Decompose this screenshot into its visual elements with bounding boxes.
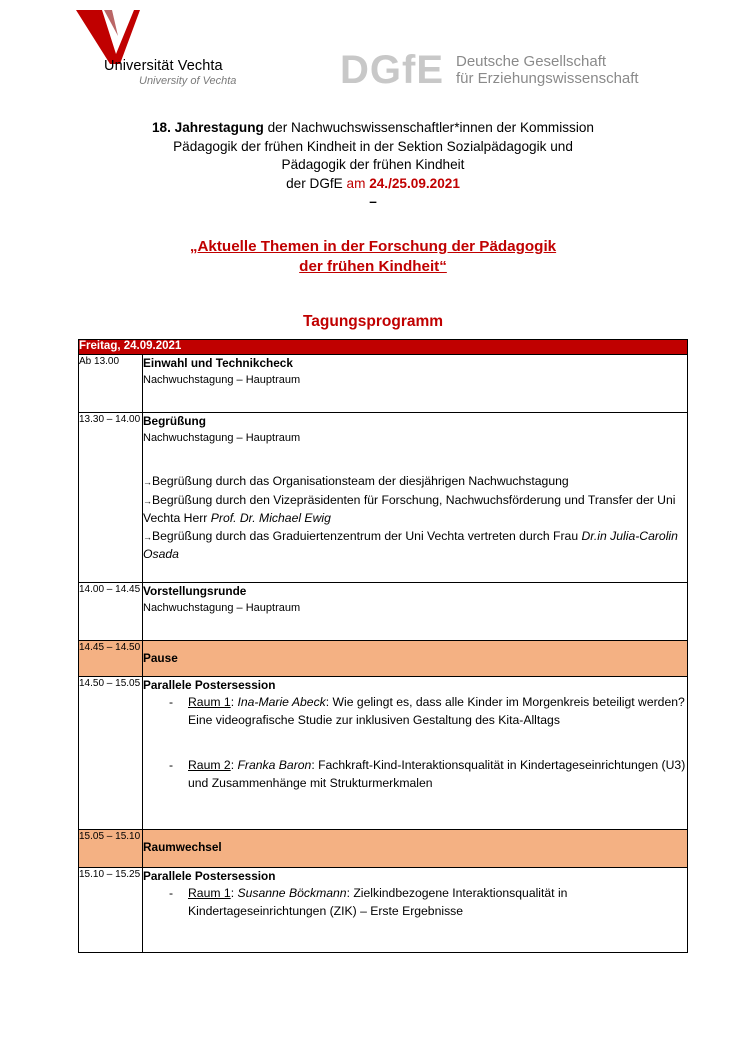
welcome-text: Begrüßung durch den Vizepräsidenten für Forschung, Nachwuchsförderung und Transfer der Uni Vechta Herr bbox=[143, 492, 676, 525]
conference-number: 18. Jahrestagung bbox=[152, 120, 264, 135]
day-header: Freitag, 24.09.2021 bbox=[79, 340, 688, 355]
poster-text: : Fachkraft-Kind-Interaktionsqualität in Kindertageseinrichtungen (U3) und Zusammenhänge mit Strukturmerkmalen bbox=[188, 758, 686, 790]
day-header-row bbox=[79, 340, 688, 355]
time-cell: Ab 13.00 bbox=[79, 355, 143, 413]
table-row bbox=[79, 583, 688, 641]
university-name-english: University of Vechta bbox=[139, 75, 237, 87]
poster-text: : Zielkindbezogene Interaktionsqualität in Kindertageseinrichtungen (ZIK) – Erste Ergebnisse bbox=[188, 886, 568, 918]
session-cell bbox=[143, 868, 688, 953]
table-row bbox=[79, 677, 688, 830]
intro-dgfe: der DGfE bbox=[286, 175, 347, 191]
session-title: Raumwechsel bbox=[143, 840, 222, 854]
intro-line4 bbox=[60, 175, 686, 194]
session-room: Nachwuchstagung – Hauptraum bbox=[143, 432, 301, 444]
time-cell: 13.30 – 14.00 bbox=[79, 413, 143, 583]
poster-item bbox=[143, 885, 687, 920]
arrow-icon: → bbox=[143, 495, 152, 506]
session-room: Nachwuchstagung – Hauptraum bbox=[143, 602, 301, 614]
program-table bbox=[78, 339, 688, 953]
session-title: Parallele Postersession bbox=[143, 678, 276, 692]
dgfe-logo bbox=[340, 48, 700, 94]
session-cell bbox=[143, 355, 688, 413]
time-cell: 14.50 – 15.05 bbox=[79, 677, 143, 830]
session-cell bbox=[143, 677, 688, 830]
session-cell bbox=[143, 830, 688, 868]
table-row bbox=[79, 355, 688, 413]
welcome-text: Begrüßung durch das Graduiertenzentrum der Uni Vechta vertreten durch Frau bbox=[152, 528, 582, 543]
dgfe-fullname bbox=[456, 53, 639, 87]
conference-intro bbox=[60, 119, 686, 212]
session-title: Pause bbox=[143, 651, 178, 665]
intro-line2: Pädagogik der frühen Kindheit in der Sektion Sozialpädagogik und bbox=[173, 138, 573, 154]
intro-am: am bbox=[346, 175, 370, 191]
time-cell: 14.45 – 14.50 bbox=[79, 641, 143, 677]
poster-sep: : bbox=[230, 886, 238, 900]
welcome-item bbox=[143, 473, 687, 492]
time-cell: 15.10 – 15.25 bbox=[79, 868, 143, 953]
session-cell bbox=[143, 583, 688, 641]
poster-sep: : bbox=[230, 758, 238, 772]
dgfe-line1: Deutsche Gesellschaft bbox=[456, 53, 607, 70]
time-cell: 14.00 – 14.45 bbox=[79, 583, 143, 641]
intro-line3: Pädagogik der frühen Kindheit bbox=[281, 157, 465, 172]
poster-dash: - bbox=[169, 695, 174, 709]
arrow-icon: → bbox=[143, 531, 152, 542]
dgfe-line2: für Erziehungswissenschaft bbox=[456, 70, 639, 87]
speaker-name: Dr.in Julia-Carolin Osada bbox=[143, 528, 678, 561]
poster-author: Franka Baron bbox=[237, 758, 312, 772]
theme-line1: „Aktuelle Themen in der Forschung der Pädagogik bbox=[189, 238, 557, 255]
poster-dash: - bbox=[169, 886, 174, 900]
table-row bbox=[79, 413, 688, 583]
poster-room: Raum 1 bbox=[188, 886, 231, 900]
poster-author: Ina-Marie Abeck bbox=[237, 695, 326, 709]
session-title: Vorstellungsrunde bbox=[143, 584, 247, 598]
session-room: Nachwuchstagung – Hauptraum bbox=[143, 374, 301, 386]
welcome-text: Begrüßung durch das Organisationsteam der diesjährigen Nachwuchstagung bbox=[152, 474, 569, 488]
time-cell: 15.05 – 15.10 bbox=[79, 830, 143, 868]
session-cell bbox=[143, 641, 688, 677]
table-row bbox=[79, 868, 688, 953]
poster-sep: : bbox=[230, 695, 238, 709]
session-cell bbox=[143, 413, 688, 583]
intro-dash: – bbox=[369, 194, 377, 209]
table-row bbox=[79, 641, 688, 677]
poster-room: Raum 1 bbox=[188, 695, 231, 709]
session-title: Parallele Postersession bbox=[143, 869, 276, 883]
dgfe-mark: DGfE bbox=[340, 48, 444, 92]
intro-line1 bbox=[60, 119, 686, 138]
poster-dash: - bbox=[169, 758, 174, 772]
poster-item bbox=[143, 694, 687, 729]
welcome-item bbox=[143, 528, 687, 564]
conference-theme bbox=[60, 237, 686, 277]
speaker-name: Prof. Dr. Michael Ewig bbox=[210, 511, 331, 525]
session-title: Einwahl und Technikcheck bbox=[143, 356, 293, 370]
program-title: Tagungsprogramm bbox=[302, 313, 444, 330]
welcome-item bbox=[143, 492, 687, 528]
session-title: Begrüßung bbox=[143, 414, 206, 428]
theme-line2: der frühen Kindheit“ bbox=[299, 258, 447, 275]
arrow-icon: → bbox=[143, 477, 152, 487]
conference-date: 24./25.09.2021 bbox=[369, 175, 460, 191]
intro-line1-text: der Nachwuchswissenschaftler*innen der Kommission bbox=[263, 120, 594, 135]
poster-room: Raum 2 bbox=[188, 758, 231, 772]
poster-author: Susanne Böckmann bbox=[237, 886, 347, 900]
poster-text: : Wie gelingt es, dass alle Kinder im Morgenkreis beteiligt werden? Eine videografische Studie zur inklusiven Gestaltung des Kita-Alltags bbox=[188, 695, 685, 727]
poster-item bbox=[143, 757, 687, 792]
university-name: Universität Vechta bbox=[104, 58, 223, 74]
table-row bbox=[79, 830, 688, 868]
